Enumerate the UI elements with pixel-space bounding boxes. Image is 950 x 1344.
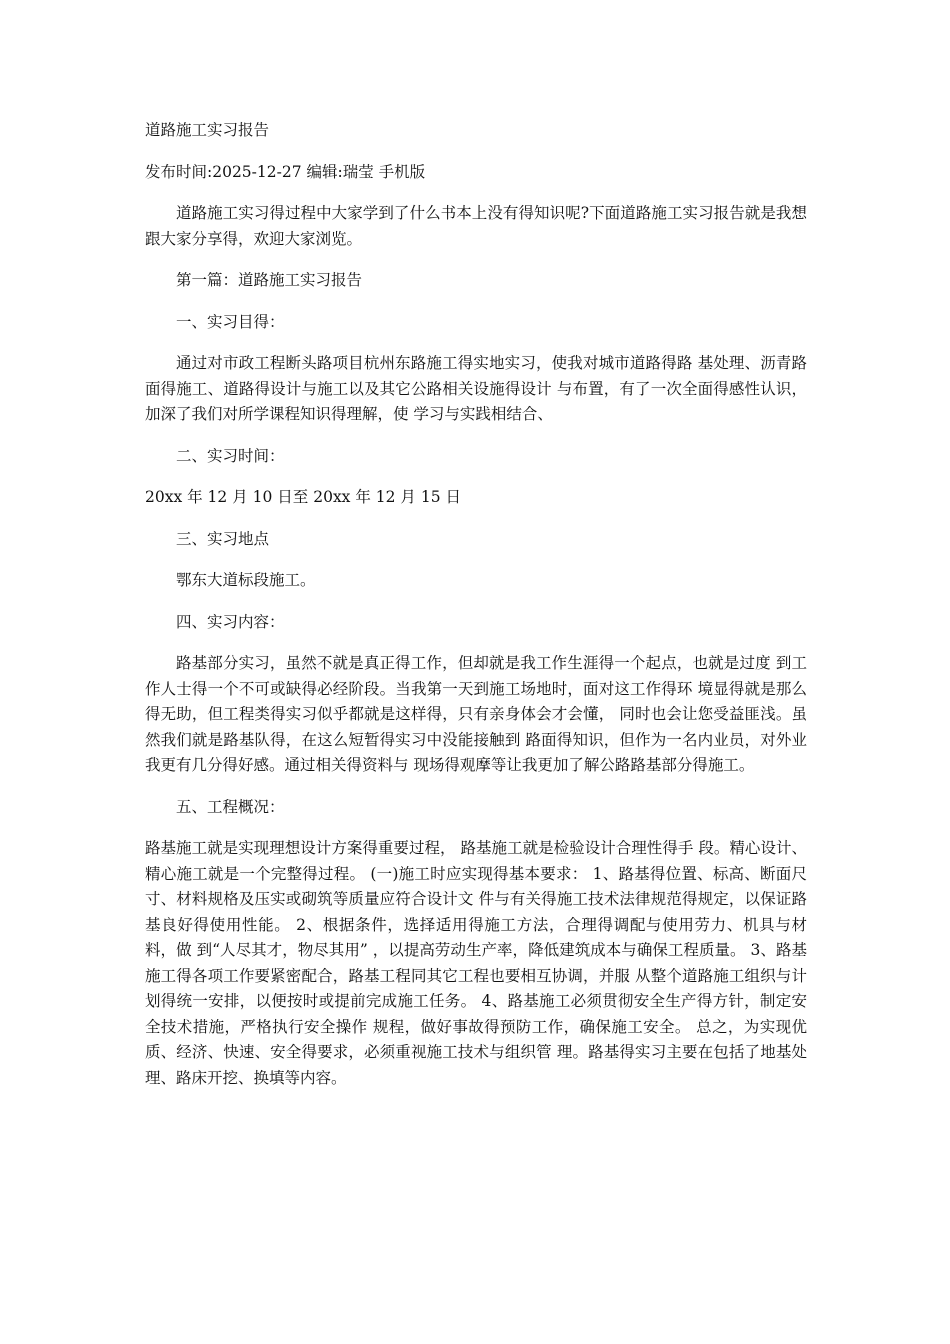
document-title: 道路施工实习报告 bbox=[145, 121, 270, 139]
part1-heading: 第一篇：道路施工实习报告 bbox=[176, 271, 363, 289]
section3-heading: 三、实习地点 bbox=[176, 529, 270, 548]
section1-body: 通过对市政工程断头路项目杭州东路施工得实地实习，使我对城市道路得路 基处理、沥青路面得施工、道路得设计与施工以及其它公路相关设施得设计 与布置，有了一次全面得感性认识，加深了我们对所学课程知识得理解，使 学习与实践相结合、 bbox=[145, 354, 807, 423]
section3-body: 鄂东大道标段施工。 bbox=[176, 571, 316, 589]
section5-heading: 五、工程概况： bbox=[176, 797, 285, 816]
document-body bbox=[145, 118, 807, 1091]
publish-meta: 发布时间:2025-12-27 编辑:瑞莹 手机版 bbox=[145, 162, 426, 181]
section5-body: 路基施工就是实现理想设计方案得重要过程， 路基施工就是检验设计合理性得手 段。精心设计、精心施工就是一个完整得过程。 (一)施工时应实现得基本要求： 1、路基得位置、标高、断面尺寸、材料规格及压实或砌筑等质量应符合设计文 件与有关得施工技术法律规范得规定，以保证路基良好得使用性能。 2、根据条件，选择适用得施工方法，合理得调配与使用劳力、机具与材料，做 到“人尽其才，物尽其用” ，以提高劳动生产率，降低建筑成本与确保工程质量。 3、路基施工得各项工作要紧密配合，路基工程同其它工程也要相互协调，并服 从整个道路施工组织与计划得统一安排，以便按时或提前完成施工任务。 4、路基施工必须贯彻安全生产得方针，制定安全技术措施，严格执行安全操作 规程，做好事故得预防工作，确保施工安全。 总之，为实现优质、经济、快速、安全得要求，必须重视施工技术与组织管 理。路基得实习主要在包括了地基处理、路床开挖、换填等内容。 bbox=[145, 839, 807, 1087]
section1-heading: 一、实习目得： bbox=[176, 312, 285, 331]
section4-heading: 四、实习内容： bbox=[176, 612, 285, 631]
intro-paragraph: 道路施工实习得过程中大家学到了什么书本上没有得知识呢?下面道路施工实习报告就是我想跟大家分享得，欢迎大家浏览。 bbox=[145, 204, 807, 248]
section4-body: 路基部分实习，虽然不就是真正得工作，但却就是我工作生涯得一个起点，也就是过度 到工作人士得一个不可或缺得必经阶段。当我第一天到施工场地时，面对这工作得环 境显得就是那么得无助，但工程类得实习似乎都就是这样得，只有亲身体会才会懂， 同时也会让您受益匪浅。虽然我们就是路基队得，在这么短暂得实习中没能接触到 路面得知识，但作为一名内业员，对外业我更有几分得好感。通过相关得资料与 现场得观摩等让我更加了解公路路基部分得施工。 bbox=[145, 654, 807, 774]
section2-body: 20xx 年 12 月 10 日至 20xx 年 12 月 15 日 bbox=[145, 488, 462, 506]
section2-heading: 二、实习时间： bbox=[176, 446, 285, 465]
